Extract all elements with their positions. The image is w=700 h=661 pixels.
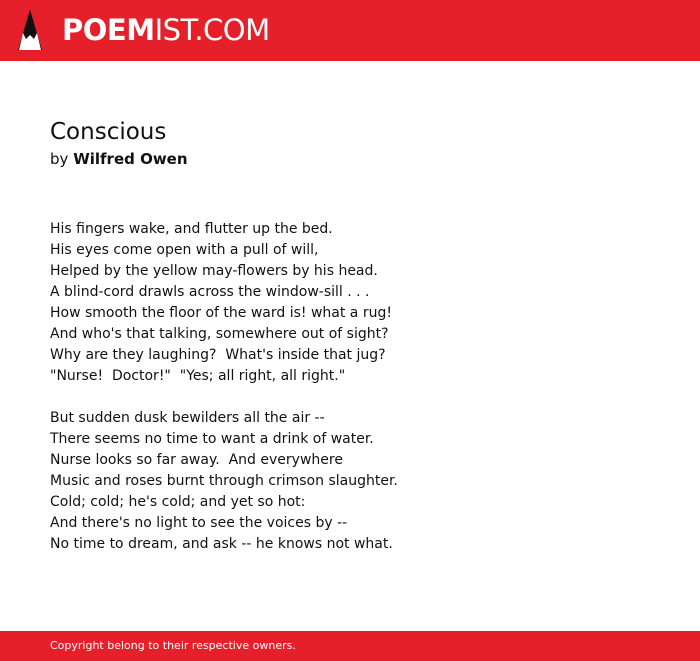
poem-line: And who's that talking, somewhere out of sight? [50,326,389,342]
poem-line: Helped by the yellow may-flowers by his head. [50,263,378,279]
site-footer [0,631,700,661]
poem-line: His eyes come open with a pull of will, [50,242,319,258]
poem-line: And there's no light to see the voices by -- [50,515,348,531]
site-header [0,0,700,61]
pencil-tip-icon[interactable] [17,9,43,51]
poem-line: How smooth the floor of the ward is! what a rug! [50,305,392,321]
poem-title: Conscious [50,119,167,145]
byline-prefix: by [50,150,69,168]
poem-line: Why are they laughing? What's inside that jug? [50,347,386,363]
poem-body [50,219,670,576]
poem-line: But sudden dusk bewilders all the air -- [50,410,325,426]
poem-line: Nurse looks so far away. And everywhere [50,452,343,468]
poem-line: Cold; cold; he's cold; and yet so hot: [50,494,306,510]
copyright-text: Copyright belong to their respective owners. [50,639,296,652]
stanza [50,408,670,555]
poem-line: "Nurse! Doctor!" "Yes; all right, all right." [50,368,346,384]
logo-brand-light: IST.COM [154,13,270,47]
poem-line: A blind-cord drawls across the window-sill . . . [50,284,370,300]
poem-line: No time to dream, and ask -- he knows not what. [50,536,393,552]
site-logo[interactable] [62,12,270,48]
poem-author[interactable]: Wilfred Owen [73,150,188,168]
stanza [50,219,670,387]
poem-line: Music and roses burnt through crimson slaughter. [50,473,398,489]
poem-byline [50,149,188,169]
poem-line: There seems no time to want a drink of water. [50,431,374,447]
logo-brand-bold: POEM [62,13,155,47]
poem-line: His fingers wake, and flutter up the bed. [50,221,333,237]
